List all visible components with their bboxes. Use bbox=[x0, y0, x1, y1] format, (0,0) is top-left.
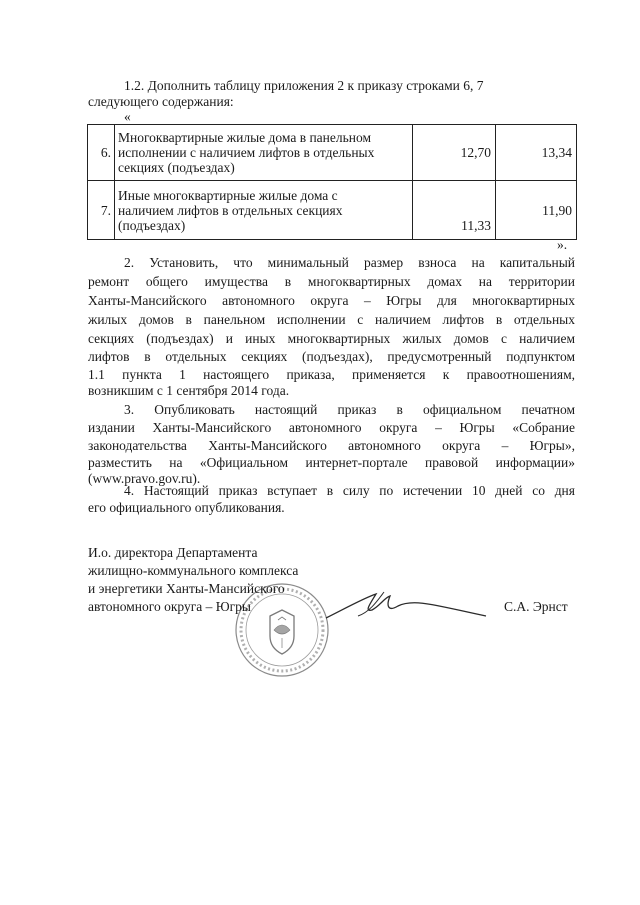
para3-line: законодательства Ханты-Мансийского автономного округа – Югры», bbox=[88, 438, 575, 453]
para2-line: 1.1 пункта 1 настоящего приказа, применяется к правоотношениям, bbox=[88, 367, 575, 382]
section-1-2-line-2: следующего содержания: bbox=[88, 94, 234, 109]
para2-line: жилых домов в панельном исполнении с наличием лифтов в отдельных bbox=[88, 312, 575, 327]
row-number: 7. bbox=[88, 181, 115, 240]
table-row bbox=[88, 181, 577, 240]
row-number: 6. bbox=[88, 125, 115, 181]
signature-title-line: И.о. директора Департамента bbox=[88, 545, 258, 560]
para3-line: разместить на «Официальном интернет-портале правовой информации» bbox=[88, 455, 575, 470]
close-quote: ». bbox=[557, 237, 568, 252]
row-description-line: Многоквартирные жилые дома в панельном bbox=[118, 130, 372, 145]
para3-line: (www.pravo.gov.ru). bbox=[88, 471, 201, 486]
handwritten-signature bbox=[318, 586, 488, 628]
para4-line: 4. Настоящий приказ вступает в силу по истечении 10 дней со дня bbox=[124, 483, 575, 498]
para2-line: ремонт общего имущества в многоквартирных домах на территории bbox=[88, 274, 575, 289]
para4-line: его официального опубликования. bbox=[88, 500, 285, 515]
para2-line: возникшим с 1 сентября 2014 года. bbox=[88, 383, 290, 398]
table-row bbox=[88, 125, 577, 181]
para2-line: секциях (подъездах) и иных многоквартирных жилых домов с наличием bbox=[88, 331, 575, 346]
row-description-line: секциях (подъездах) bbox=[118, 160, 235, 175]
signature-title-line: жилищно-коммунального комплекса bbox=[88, 563, 299, 578]
row-description bbox=[115, 125, 413, 181]
row-value-2: 13,34 bbox=[496, 125, 577, 181]
para2-line: лифтов в отдельных секциях (подъездах), предусмотренный подпунктом bbox=[88, 349, 575, 364]
signature-title-line: и энергетики Ханты-Мансийского bbox=[88, 581, 285, 596]
row-value-2: 11,90 bbox=[496, 181, 577, 240]
tariff-table bbox=[87, 124, 577, 240]
row-description bbox=[115, 181, 413, 240]
signature-title-line: автономного округа – Югры bbox=[88, 599, 251, 614]
row-description-line: наличием лифтов в отдельных секциях bbox=[118, 202, 343, 218]
row-description-line: Иные многоквартирные жилые дома с bbox=[118, 187, 338, 203]
row-value-1: 11,33 bbox=[413, 181, 496, 240]
open-quote: « bbox=[124, 109, 131, 124]
para2-line: 2. Установить, что минимальный размер взноса на капитальный bbox=[124, 255, 575, 270]
para3-line: 3. Опубликовать настоящий приказ в официальном печатном bbox=[124, 402, 575, 417]
section-1-2-line-1: 1.2. Дополнить таблицу приложения 2 к приказу строками 6, 7 bbox=[124, 78, 484, 93]
para3-line: издании Ханты-Мансийского автономного округа – Югры «Собрание bbox=[88, 420, 575, 435]
para2-line: Ханты-Мансийского автономного округа – Югры для многоквартирных bbox=[88, 293, 575, 308]
row-description-line: (подъездах) bbox=[118, 217, 186, 233]
signer-name: С.А. Эрнст bbox=[504, 599, 568, 614]
row-value-1: 12,70 bbox=[413, 125, 496, 181]
row-description-line: исполнении с наличием лифтов в отдельных bbox=[118, 145, 375, 160]
